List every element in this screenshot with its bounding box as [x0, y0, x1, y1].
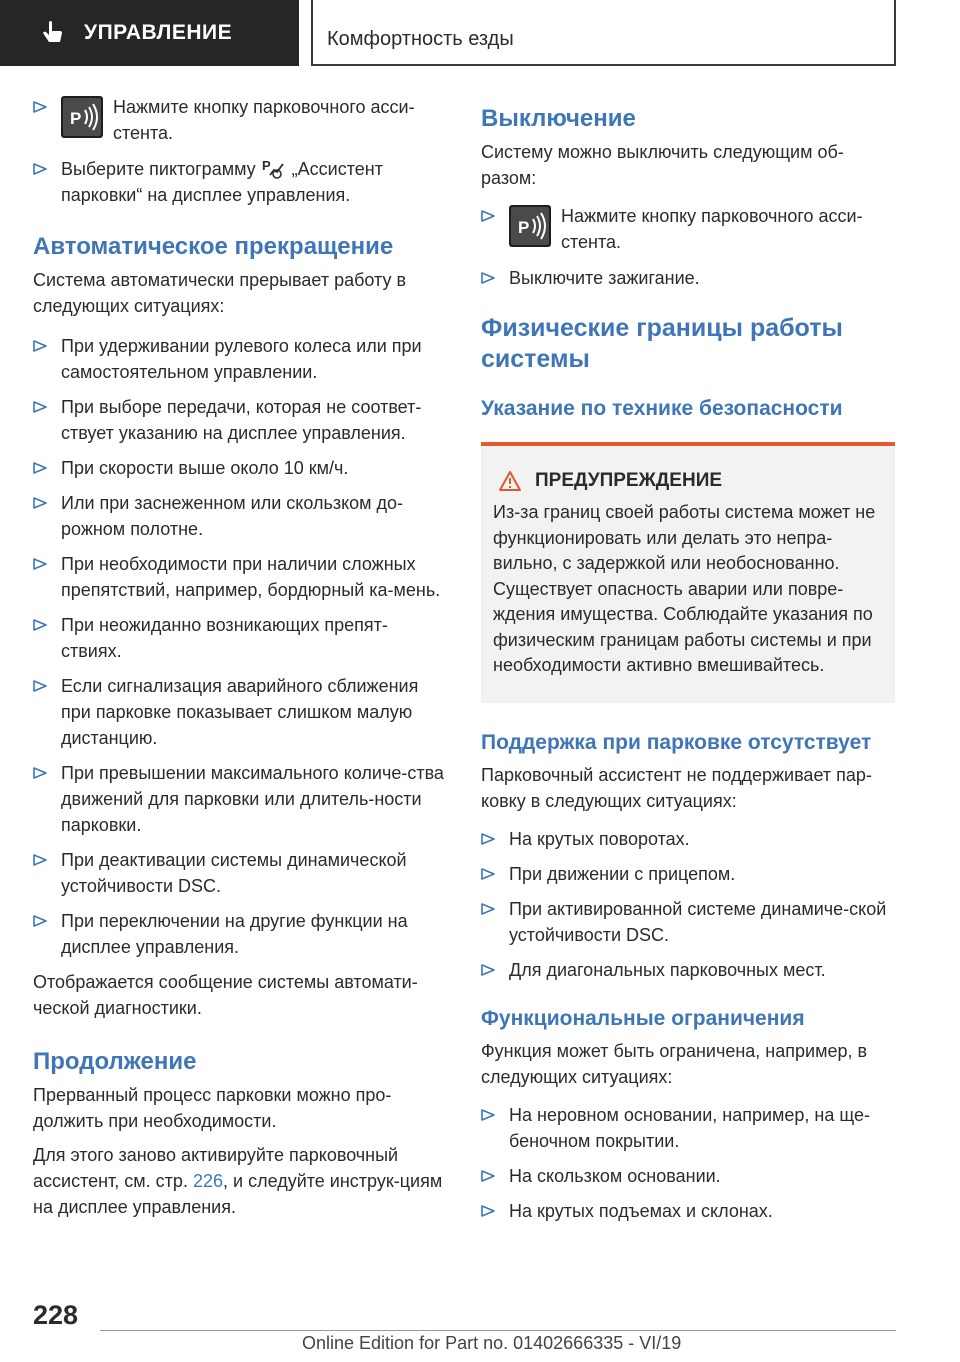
park-assist-pictogram-icon [262, 157, 286, 179]
subsection-heading: Поддержка при парковке отсутствует [481, 730, 872, 754]
bullet-triangle-icon [33, 619, 47, 631]
list-item-text: На крутых поворотах. [509, 828, 690, 849]
list-item [481, 203, 896, 255]
bullet-triangle-icon [33, 462, 47, 474]
list-item [33, 612, 448, 664]
bullet-triangle-icon [33, 497, 47, 509]
bullet-triangle-icon [481, 1205, 495, 1217]
bullet-triangle-icon [481, 964, 495, 976]
list-item [481, 1102, 896, 1154]
list-item-text: На скользком основании. [509, 1165, 721, 1186]
list-item-text: При движении с прицепом. [509, 863, 736, 884]
list-item-text: Нажмите кнопку парковочного асси-стента. [113, 97, 415, 143]
subsection-heading: Указание по технике безопасности [481, 397, 843, 420]
list-item-text: Выключите зажигание. [509, 268, 700, 288]
subsection-heading: Функциональные ограничения [481, 1006, 805, 1030]
section-heading: Физические границы работы системы [481, 314, 843, 373]
list-item [33, 490, 448, 542]
list-item-text: При переключении на другие функции на дисплее управления. [61, 911, 408, 957]
bullet-triangle-icon [33, 340, 47, 352]
right-column [481, 104, 896, 1233]
warning-box [481, 442, 895, 703]
svg-text:P: P [261, 158, 271, 173]
section-title: Комфортность езды [327, 28, 514, 50]
list-item [33, 455, 448, 481]
list-item-text: На крутых подъемах и склонах. [509, 1200, 773, 1221]
bullet-triangle-icon [33, 163, 47, 175]
paragraph [33, 1142, 448, 1220]
list-item [33, 760, 448, 838]
bullet-triangle-icon [481, 272, 495, 284]
list-item [33, 333, 448, 385]
list-item-text: Выберите пиктограмму [61, 159, 256, 179]
list-item-text: При деактивации системы динамической устойчивости DSC. [61, 850, 407, 896]
paragraph: Система автоматически прерывает работу в следующих ситуациях: [33, 270, 407, 316]
list-item [481, 861, 896, 887]
warning-title-text: ПРЕДУПРЕЖДЕНИЕ [535, 470, 723, 491]
hand-pointer-icon [40, 20, 66, 46]
bullet-triangle-icon [481, 903, 495, 915]
bullet-triangle-icon [33, 558, 47, 570]
list-item-text: Для диагональных парковочных мест. [509, 959, 826, 980]
list-item-text: При выборе передачи, которая не соответ-ствует указанию на дисплее управления. [61, 397, 422, 443]
list-item-text: Нажмите кнопку парковочного асси-стента. [561, 206, 863, 252]
bullet-triangle-icon [481, 210, 495, 222]
bullet-triangle-icon [481, 868, 495, 880]
bullet-triangle-icon [33, 854, 47, 866]
list-item [33, 394, 448, 446]
bullet-triangle-icon [33, 680, 47, 692]
page-number: 228 [33, 1300, 79, 1330]
list-item [481, 1163, 896, 1189]
list-item [481, 896, 896, 948]
list-item [481, 265, 896, 291]
warning-triangle-icon [499, 471, 521, 491]
park-assist-button-icon [61, 96, 103, 138]
page-header [0, 0, 960, 66]
park-assist-button-icon [509, 205, 551, 247]
section-heading: Продолжение [33, 1048, 197, 1075]
bullet-triangle-icon [481, 1170, 495, 1182]
chapter-tab [0, 0, 299, 66]
paragraph: Парковочный ассистент не поддерживает пар-ковку в следующих ситуациях: [481, 764, 872, 811]
list-item [33, 551, 448, 603]
page-reference-link[interactable]: 226 [192, 1171, 224, 1191]
list-item-text: Если сигнализация аварийного сближения при парковке показывает слишком малую дистанцию. [61, 676, 419, 748]
list-item-text: Или при заснеженном или скользком до-рожном полотне. [61, 493, 404, 539]
list-item [33, 847, 448, 899]
paragraph: Функция может быть ограничена, например, в следующих ситуациях: [481, 1040, 868, 1087]
list-item-text: При удерживании рулевого колеса или при самостоятельном управлении. [61, 336, 422, 382]
warning-title [493, 470, 883, 492]
footer-divider [100, 1330, 896, 1331]
list-item-text: При скорости выше около 10 км/ч. [61, 458, 349, 478]
list-item [33, 156, 448, 208]
paragraph: Отображается сообщение системы автомати-ческой диагностики. [33, 972, 418, 1018]
list-item-text: При необходимости при наличии сложных препятствий, например, бордюрный ка-мень. [61, 554, 441, 600]
paragraph: Прерванный процесс парковки можно про-должить при необходимости. [33, 1085, 392, 1131]
list-item [481, 957, 896, 983]
bullet-triangle-icon [481, 833, 495, 845]
list-item [33, 908, 448, 960]
left-column [33, 94, 448, 1220]
bullet-triangle-icon [33, 767, 47, 779]
paragraph-text: Для этого заново активируйте парковочный ассистент, см. стр. [33, 1145, 399, 1191]
list-item-text: При активированной системе динамиче-ской устойчивости DSC. [509, 898, 887, 945]
list-item [33, 673, 448, 751]
paragraph: Систему можно выключить следующим об-разом: [481, 142, 844, 188]
chapter-title: УПРАВЛЕНИЕ [84, 21, 233, 44]
edition-note: Online Edition for Part no. 01402666335 - VI/19 [302, 1333, 682, 1353]
list-item-text: На неровном основании, например, на ще-беночном покрытии. [509, 1104, 870, 1151]
warning-text: Из-за границ своей работы система может не функционировать или делать это непра-вильно, с задержкой или необоснованно. Существует опасность аварии или повре-ждения имущества. Соблюдайте указания по физическим границам работы системы и при необходимости активно вмешивайтесь. [493, 502, 876, 675]
list-item [481, 1198, 896, 1224]
section-heading: Выключение [481, 105, 636, 132]
section-box [311, 0, 896, 66]
paragraph-text: , и следуйте инструк-циям на дисплее управления. [33, 1171, 443, 1217]
list-item-text: „Ассистент парковки“ на дисплее управления. [61, 159, 383, 205]
list-item [33, 94, 448, 146]
bullet-triangle-icon [33, 401, 47, 413]
bullet-triangle-icon [33, 101, 47, 113]
list-item-text: При превышении максимального количе-ства движений для парковки или длитель-ности парковки. [61, 763, 444, 835]
bullet-triangle-icon [33, 915, 47, 927]
bullet-triangle-icon [481, 1109, 495, 1121]
list-item [481, 826, 896, 852]
list-item-text: При неожиданно возникающих препят-ствиях. [61, 615, 388, 661]
section-heading: Автоматическое прекращение [33, 233, 394, 260]
